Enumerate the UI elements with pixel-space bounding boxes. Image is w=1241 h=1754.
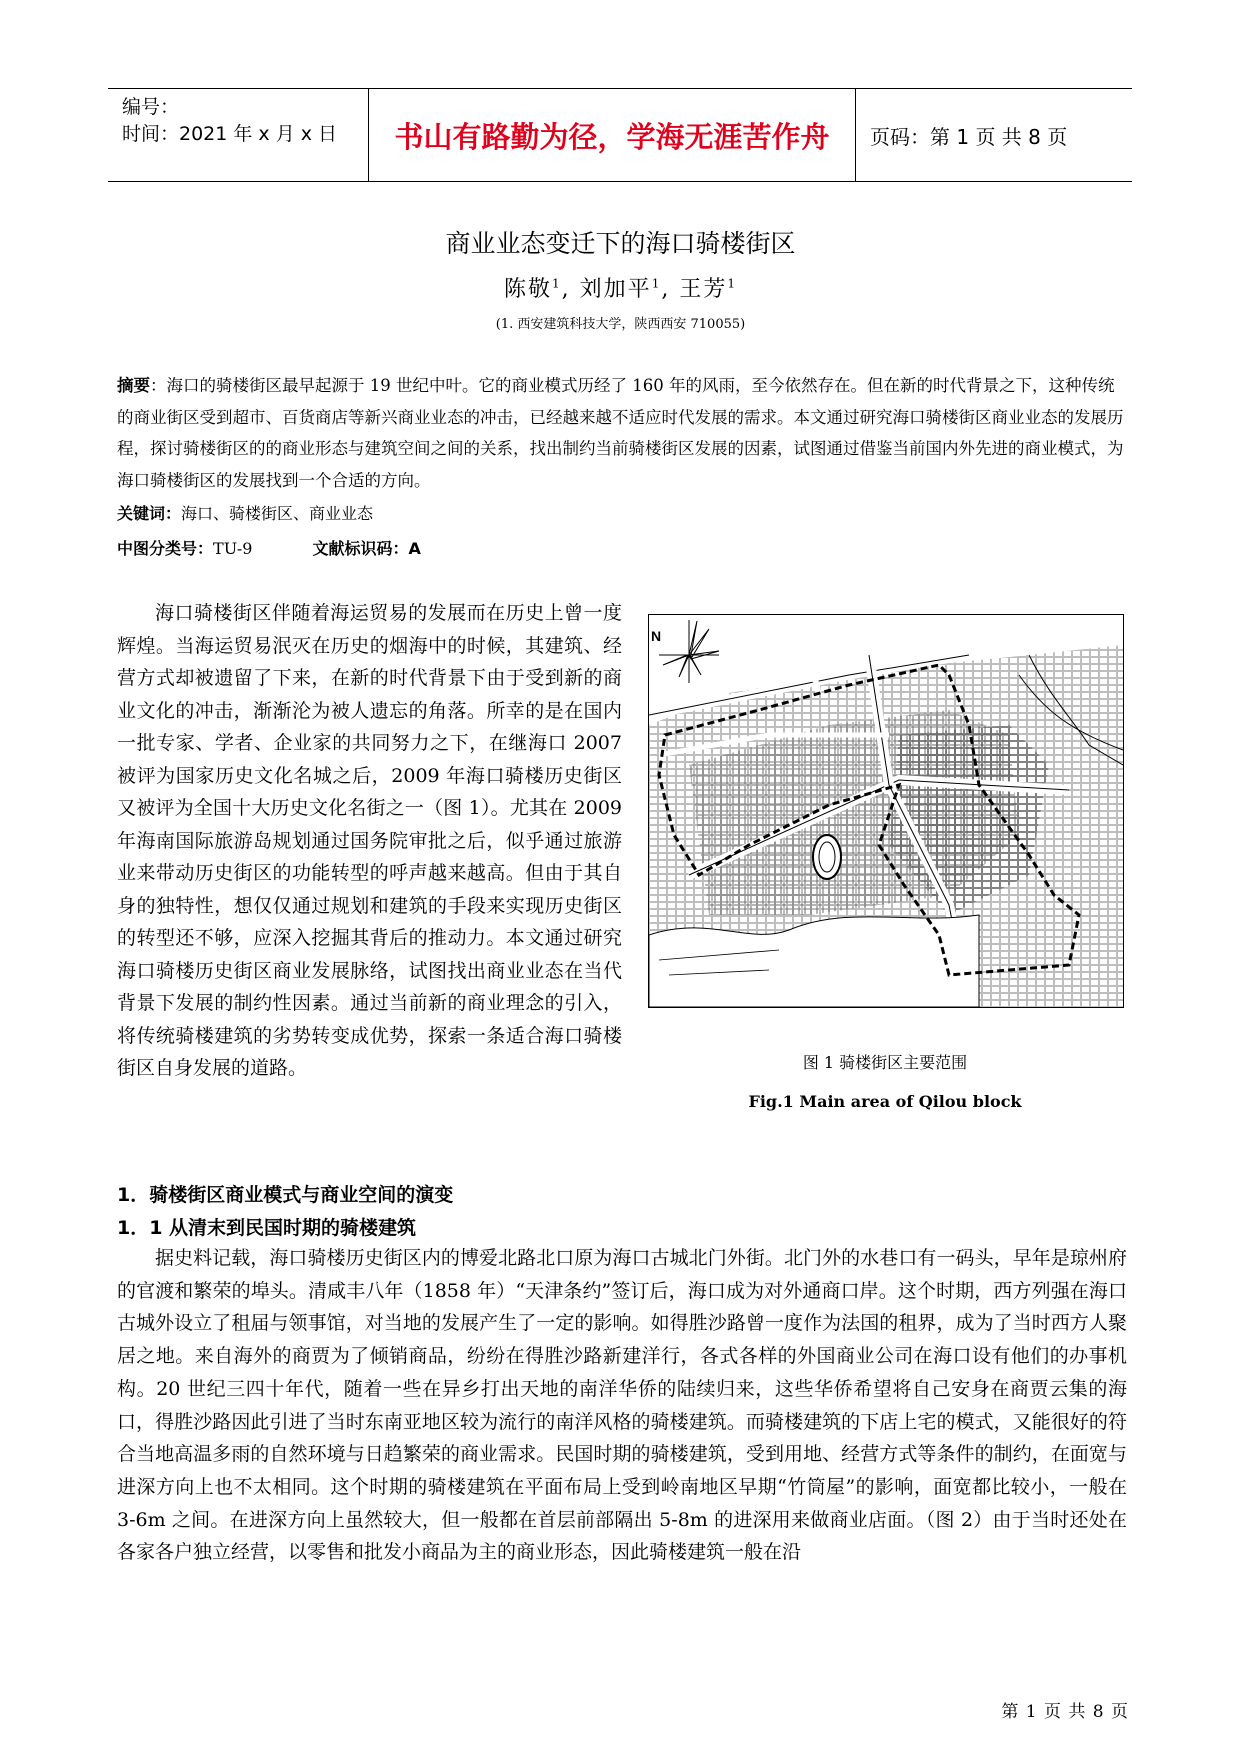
author-sup: 1 xyxy=(552,276,562,291)
author-name: 王芳 xyxy=(679,277,728,302)
map-figure xyxy=(648,614,1124,1008)
author-name: 刘加平 xyxy=(579,277,652,302)
divider xyxy=(368,89,369,181)
paper-title: 商业业态变迁下的海口骑楼街区 xyxy=(445,229,796,258)
divider xyxy=(855,89,856,181)
page-label: 页码：第 1 页 共 8 页 xyxy=(870,124,1068,149)
north-label: N xyxy=(651,628,662,644)
motto: 书山有路勤为径，学海无涯苦作舟 xyxy=(394,119,830,154)
clc-value: TU-9 xyxy=(213,539,253,558)
affiliation: (1. 西安建筑科技大学，陕西西安 710055) xyxy=(495,317,746,332)
intro-paragraph: 海口骑楼街区伴随着海运贸易的发展而在历史上曾一度辉煌。当海运贸易泯灭在历史的烟海中的时候，其建筑、经营方式却被遗留了下来，在新的时代背景下由于受到新的商业文化的冲击，渐渐沦为被人遗忘的角落。所幸的是在国内一批专家、学者、企业家的共同努力之下，在继海口 2007 被评为国家历史文化名城之后，2009 年海口骑楼历史街区又被评为全国十大历史文化名街之一（图 1）。尤其在 2009 年海南国际旅游岛规划通过国务院审批之后，似乎通过旅游业来带动历史街区的功能转型的呼声越来越高。但由于其自身的独特性，想仅仅通过规划和建筑的手段来实现历史街区的转型还不够，应深入挖掘其背后的推动力。本文通过研究海口骑楼历史街区商业发展脉络，试图找出商业业态在当代背景下发展的制约性因素。通过当前新的商业理念的引入，将传统骑楼建筑的劣势转变成优势，探索一条适合海口骑楼街区自身发展的道路。 xyxy=(117,602,622,1079)
page-footer: 第 1 页 共 8 页 xyxy=(1001,1702,1129,1722)
keywords-label: 关键词： xyxy=(117,504,182,523)
header-meta xyxy=(108,89,368,181)
author-sup: 1 xyxy=(727,276,737,291)
doc-code-label: 文献标识码： xyxy=(312,539,409,558)
figure-caption-en: Fig.1 Main area of Qilou block xyxy=(748,1092,1022,1111)
classification xyxy=(117,536,421,559)
doc-code-value: A xyxy=(408,539,421,558)
time-label: 时间：2021 年 x 月 x 日 xyxy=(122,123,338,145)
body-paragraph: 据史料记载，海口骑楼历史街区内的博爱北路北口原为海口古城北门外街。北门外的水巷口有一码头，早年是琼州府的官渡和繁荣的埠头。清咸丰八年（1858 年）“天津条约”签订后，海口成为对外通商口岸。这个时期，西方列强在海口古城外设立了租届与领事馆，对当地的发展产生了一定的影响。如得胜沙路曾一度作为法国的租界，成为了当时西方人聚居之地。来自海外的商贾为了倾销商品，纷纷在得胜沙路新建洋行，各式各样的外国商业公司在海口设有他们的办事机构。20 世纪三四十年代，随着一些在异乡打出天地的南洋华侨的陆续归来，这些华侨希望将自己安身在商贾云集的海口，得胜沙路因此引进了当时东南亚地区较为流行的南洋风格的骑楼建筑。而骑楼建筑的下店上宅的模式，又能很好的符合当地高温多雨的自然环境与日趋繁荣的商业需求。民国时期的骑楼建筑，受到用地、经营方式等条件的制约，在面宽与进深方向上也不太相同。这个时期的骑楼建筑在平面布局上受到岭南地区早期“竹筒屋”的影响，面宽都比较小，一般在 3-6m 之间。在进深方向上虽然较大，但一般都在首层前部隔出 5-8m 的进深用来做商业店面。（图 2）由于当时还处在各家各户独立经营，以零售和批发小商品为主的商业形态，因此骑楼建筑一般在沿 xyxy=(117,1247,1127,1564)
author-name: 陈敬 xyxy=(504,277,553,302)
subsection-heading: 1．1 从清末到民国时期的骑楼建筑 xyxy=(117,1217,417,1239)
abstract-text: 海口的骑楼街区最早起源于 19 世纪中叶。它的商业模式历经了 160 年的风雨，至今依然存在。但在新的时代背景之下，这种传统的商业街区受到超市、百货商店等新兴商业业态的冲击，已经越来越不适应时代发展的需求。本文通过研究海口骑楼街区商业业态的发展历程，探讨骑楼街区的的商业形态与建筑空间之间的关系，找出制约当前骑楼街区发展的因素，试图通过借鉴当前国内外先进的商业模式，为海口骑楼街区的发展找到一个合适的方向。 xyxy=(117,376,1124,490)
number-label: 编号： xyxy=(122,96,180,118)
section-heading: 1．骑楼街区商业模式与商业空间的演变 xyxy=(117,1184,454,1206)
figure-caption-cn: 图 1 骑楼街区主要范围 xyxy=(802,1053,968,1072)
keywords xyxy=(117,501,373,524)
abstract: 摘要：海口的骑楼街区最早起源于 19 世纪中叶。它的商业模式历经了 160 年的风雨，至今依然存在。但在新的时代背景之下，这种传统的商业街区受到超市、百货商店等新兴商业业态的冲击，已经越来越不适应时代发展的需求。本文通过研究海口骑楼街区商业业态的发展历程，探讨骑楼街区的的商业形态与建筑空间之间的关系，找出制约当前骑楼街区发展的因素，试图通过借鉴当前国内外先进的商业模式，为海口骑楼街区的发展找到一个合适的方向。 xyxy=(117,376,1124,490)
author-list: 陈敬$^1$, 刘加平$^1$, 王芳$^1$ xyxy=(504,276,737,302)
map-illustration xyxy=(649,615,1123,1007)
keywords-text: 海口、骑楼街区、商业业态 xyxy=(181,504,374,523)
abstract-label: 摘要 xyxy=(117,376,150,395)
author-sup: 1 xyxy=(651,276,662,291)
clc-label: 中图分类号： xyxy=(117,539,214,558)
header-table xyxy=(108,88,1132,182)
